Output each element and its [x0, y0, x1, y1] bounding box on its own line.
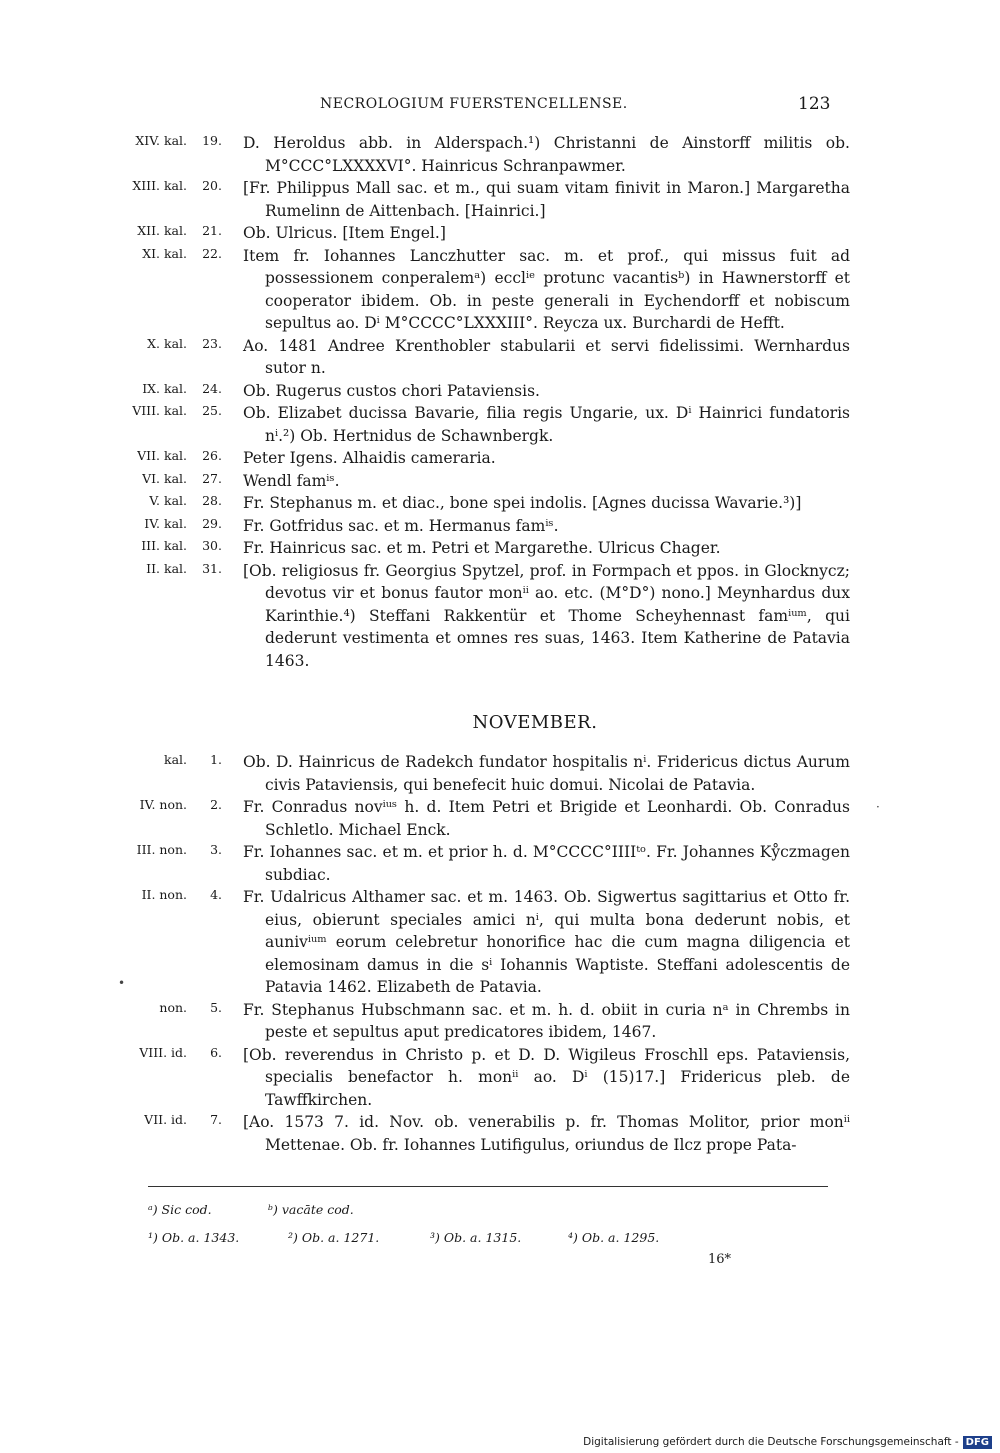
page-number: 123	[798, 94, 831, 114]
footnote: ᵃ) Sic cod.	[148, 1202, 212, 1217]
entry-date: X. kal.	[147, 335, 187, 351]
calendar-entry	[0, 492, 1000, 515]
entry-date: II. non.	[141, 887, 187, 902]
entry-day: 6.	[210, 1044, 222, 1060]
entry-day: 5.	[210, 999, 222, 1015]
calendar-entry	[0, 447, 1000, 470]
digitization-bar	[0, 1431, 1000, 1453]
entry-day: 26.	[202, 448, 222, 463]
month-heading: NOVEMBER.	[472, 712, 598, 733]
entry-text: [Ob. religiosus fr. Georgius Spytzel, prof. in Formpach et ppos. in Glocknycz; devotus vir et bonus fautor monⁱⁱ ao. etc. (M°D°) nono.] Meynhardus dux Karinthie.⁴) Steffani Rakkentür et Thome Scheyhennast famⁱᵘᵐ, qui dederunt vestimenta et omnes res suas, 1463. Item Katherine de Patavia 1463.	[243, 561, 850, 670]
entry-text: Ob. Elizabet ducissa Bavarie, filia regis Ungarie, ux. Dⁱ Hainrici fundatoris nⁱ.²) Ob. Hertnidus de Schawnbergk.	[243, 404, 850, 445]
entry-text: Fr. Gotfridus sac. et m. Hermanus famⁱˢ.	[243, 516, 559, 535]
calendar-entry	[0, 1111, 1000, 1156]
entry-text: D. Heroldus abb. in Alderspach.¹) Christanni de Ainstorff militis ob. M°CCC°LXXXXVI°. Hainricus Schranpawmer.	[243, 134, 850, 175]
entry-date: VII. id.	[144, 1112, 187, 1127]
calendar-entry	[0, 470, 1000, 493]
footnote: ¹) Ob. a. 1343.	[148, 1230, 240, 1245]
entry-text: Ao. 1481 Andree Krenthobler stabularii et servi fidelissimi. Wernhardus sutor n.	[243, 336, 850, 377]
digitization-note: Digitalisierung gefördert durch die Deutsche Forschungsgemeinschaft -	[583, 1436, 959, 1448]
entry-text: Fr. Conradus novⁱᵘˢ h. d. Item Petri et Brigide et Leonhardi. Ob. Conradus Schletlo. Michael Enck.	[243, 798, 850, 839]
entry-text: Ob. Ulricus. [Item Engel.]	[243, 224, 446, 242]
october-entries	[0, 132, 1000, 672]
entry-date: XIV. kal.	[135, 133, 187, 148]
entry-day: 2.	[210, 797, 222, 812]
entry-date: V. kal.	[149, 493, 187, 508]
calendar-entry	[0, 999, 1000, 1044]
entry-date: XIII. kal.	[132, 178, 187, 193]
entry-date: IV. kal.	[144, 515, 187, 531]
entry-date: IV. non.	[139, 797, 187, 812]
entry-date: VI. kal.	[142, 470, 187, 486]
running-head	[0, 96, 1000, 116]
calendar-entry	[0, 841, 1000, 886]
ink-speck: •	[118, 976, 126, 990]
footnote-row-letters	[148, 1202, 828, 1230]
footnote: ³) Ob. a. 1315.	[430, 1230, 522, 1245]
entry-day: 28.	[202, 493, 222, 508]
calendar-entry	[0, 177, 1000, 222]
entry-day: 4.	[210, 887, 222, 902]
footnote: ²) Ob. a. 1271.	[288, 1230, 380, 1245]
entry-day: 29.	[202, 515, 222, 531]
entry-text: Ob. Rugerus custos chori Pataviensis.	[243, 381, 540, 400]
entry-date: III. kal.	[141, 538, 187, 553]
entry-text: [Fr. Philippus Mall sac. et m., qui suam vitam finivit in Maron.] Margaretha Rumelinn de Aittenbach. [Hainrici.]	[243, 179, 850, 220]
calendar-entry	[0, 537, 1000, 560]
entry-day: 1.	[210, 752, 222, 767]
calendar-entry	[0, 335, 1000, 380]
calendar-entry	[0, 560, 1000, 673]
dfg-logo: DFG	[963, 1436, 992, 1449]
entry-date: III. non.	[136, 842, 187, 857]
entry-date: VIII. id.	[139, 1044, 187, 1060]
entry-date: XII. kal.	[137, 223, 187, 238]
entry-day: 7.	[210, 1112, 222, 1127]
entry-text: Item fr. Iohannes Lanczhutter sac. m. et prof., qui missus fuit ad possessionem conperalemᵃ) ecclⁱᵉ protunc vacantisᵇ) in Hawnerstorff et cooperator ibidem. Ob. in peste generali in Eychendorff et nobiscum sepultus ao. Dⁱ M°CCCC°LXXXIII°. Reycza ux. Burchardi de Hefft.	[243, 246, 850, 332]
calendar-entry	[0, 380, 1000, 403]
entry-date: kal.	[164, 752, 187, 767]
calendar-entry	[0, 796, 1000, 841]
footnote: ᵇ) vacāte cod.	[268, 1202, 354, 1217]
entry-day: 24.	[202, 380, 222, 396]
entry-day: 27.	[202, 470, 222, 486]
entry-day: 25.	[202, 403, 222, 418]
entry-date: IX. kal.	[142, 380, 187, 396]
entry-text: Fr. Iohannes sac. et m. et prior h. d. M°CCCC°IIIIᵗᵒ. Fr. Johannes Kẙczmagen subdiac.	[243, 843, 850, 884]
footnote-rule	[148, 1186, 828, 1187]
entry-text: Fr. Udalricus Althamer sac. et m. 1463. Ob. Sigwertus sagittarius et Otto fr. eius, obierunt speciales amici nⁱ, qui multa bona dederunt nobis, et aunivⁱᵘᵐ eorum celebretur honorifice hac die cum magna diligencia et elemosinam damus in die sⁱ Iohannis Waptiste. Steffani adolescentis de Patavia 1462. Elizabeth de Patavia.	[243, 888, 850, 996]
calendar-entry	[0, 515, 1000, 538]
footnote: ⁴) Ob. a. 1295.	[568, 1230, 660, 1245]
entry-text: Wendl famⁱˢ.	[243, 471, 340, 490]
calendar-entry	[0, 751, 1000, 796]
footnotes	[148, 1202, 828, 1258]
entry-date: XI. kal.	[142, 245, 187, 261]
entry-day: 19.	[202, 133, 222, 148]
running-title: NECROLOGIUM FUERSTENCELLENSE.	[320, 96, 628, 112]
entry-date: non.	[159, 999, 187, 1015]
entry-text: Fr. Stephanus m. et diac., bone spei indolis. [Agnes ducissa Wavarie.³)]	[243, 494, 802, 512]
entry-text: Peter Igens. Alhaidis cameraria.	[243, 449, 496, 467]
entry-date: II. kal.	[146, 560, 187, 576]
calendar-entry	[0, 132, 1000, 177]
entry-day: 30.	[202, 538, 222, 553]
entry-day: 22.	[202, 245, 222, 261]
entry-day: 31.	[202, 560, 222, 576]
calendar-entry	[0, 402, 1000, 447]
calendar-entry	[0, 1044, 1000, 1112]
entry-text: [Ob. reverendus in Christo p. et D. D. Wigileus Froschll eps. Pataviensis, specialis benefactor h. monⁱⁱ ao. Dⁱ (15)17.] Fridericus pleb. de Tawffkirchen.	[243, 1045, 850, 1109]
signature-mark: 16*	[708, 1252, 732, 1267]
entry-text: Fr. Stephanus Hubschmann sac. et m. h. d. obiit in curia nᵃ in Chrembs in peste et sepultus aput predicatores ibidem, 1467.	[243, 1000, 850, 1041]
calendar-entry	[0, 245, 1000, 335]
november-entries	[0, 751, 1000, 1156]
calendar-entry	[0, 222, 1000, 245]
entry-day: 21.	[202, 223, 222, 238]
entry-date: VIII. kal.	[132, 403, 187, 418]
calendar-entry	[0, 886, 1000, 999]
entry-text: Ob. D. Hainricus de Radekch fundator hospitalis nⁱ. Fridericus dictus Aurum civis Pataviensis, qui benefecit huic domui. Nicolai de Patavia.	[243, 753, 850, 794]
ink-speck: ·	[876, 800, 880, 814]
entry-text: [Ao. 1573 7. id. Nov. ob. venerabilis p. fr. Thomas Molitor, prior monⁱⁱ Mettenae. Ob. fr. Iohannes Lutifigulus, oriundus de Ilcz prope Pata-	[243, 1113, 850, 1154]
entry-day: 3.	[210, 842, 222, 857]
entry-day: 23.	[202, 335, 222, 351]
entry-date: VII. kal.	[137, 448, 187, 463]
entry-text: Fr. Hainricus sac. et m. Petri et Margarethe. Ulricus Chager.	[243, 539, 721, 557]
entry-day: 20.	[202, 178, 222, 193]
